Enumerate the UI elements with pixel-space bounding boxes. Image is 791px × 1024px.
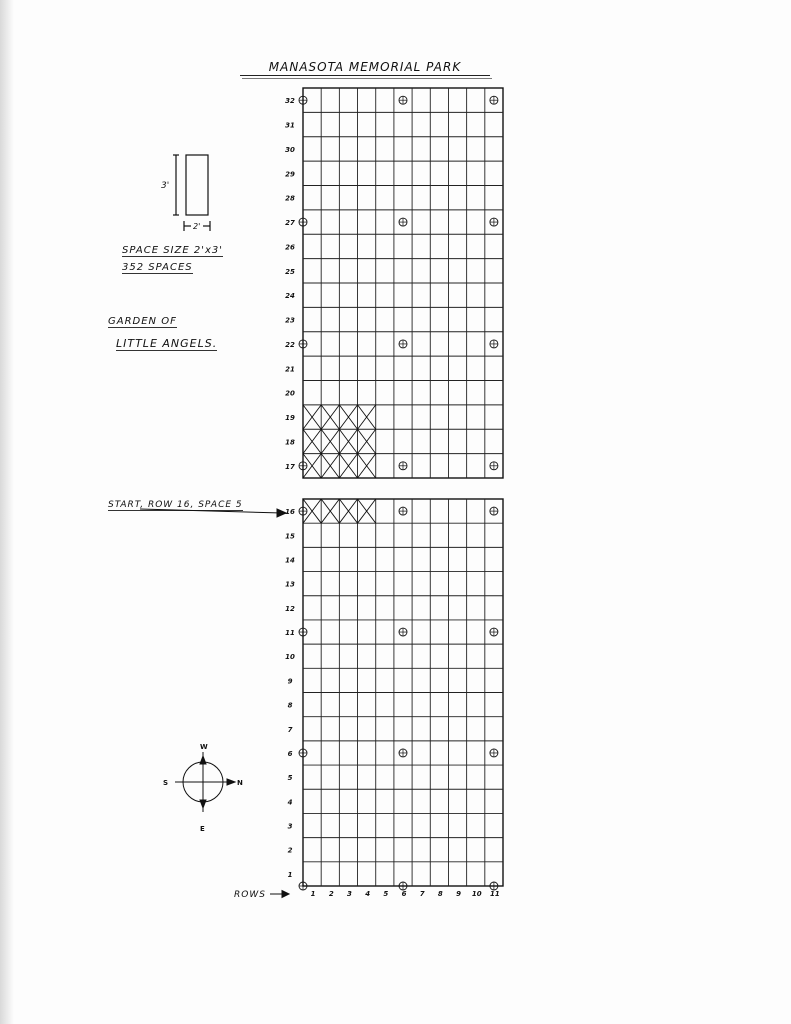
- compass-south-label: S: [163, 779, 169, 787]
- row-label: 9: [287, 677, 293, 686]
- row-label: 7: [287, 725, 293, 734]
- row-label: 27: [285, 219, 295, 228]
- compass-rose-icon: [175, 752, 235, 812]
- row-label: 31: [285, 121, 295, 130]
- height-dimension: 3': [161, 181, 170, 191]
- row-label: 12: [285, 604, 295, 613]
- space-column-label: 8: [437, 890, 443, 898]
- row-label: 3: [287, 822, 293, 831]
- space-size-diagram: [173, 155, 210, 231]
- compass-east-label: E: [200, 825, 205, 833]
- row-label: 16: [285, 508, 295, 517]
- row-label: 2: [287, 846, 293, 855]
- row-label: 5: [287, 774, 293, 783]
- space-column-label: 1: [310, 890, 316, 898]
- compass-west-label: W: [200, 743, 208, 751]
- row-label: 28: [285, 194, 295, 203]
- row-label: 24: [285, 292, 295, 301]
- row-label: 20: [285, 389, 295, 398]
- row-label: 32: [285, 97, 295, 106]
- row-label: 4: [287, 798, 293, 807]
- space-column-label: 7: [419, 890, 425, 898]
- space-rectangle: [186, 155, 208, 215]
- row-label: 6: [287, 749, 293, 758]
- upper-plot-grid: [285, 88, 503, 478]
- space-size-label: SPACE SIZE 2'x3': [122, 245, 223, 256]
- lower-plot-grid: [285, 499, 503, 890]
- space-column-labels: [311, 890, 500, 898]
- section-name-line2: LITTLE ANGELS.: [116, 337, 218, 350]
- space-column-label: 4: [365, 890, 371, 898]
- row-label: 14: [285, 556, 295, 565]
- space-column-label: 11: [490, 890, 500, 898]
- start-arrow-icon: [140, 509, 286, 517]
- space-column-label: 9: [456, 890, 461, 898]
- space-column-label: 5: [383, 890, 389, 898]
- space-column-label: 2: [328, 890, 334, 898]
- row-label: 26: [285, 243, 295, 252]
- row-label: 1: [287, 870, 293, 879]
- row-label: 11: [285, 629, 295, 638]
- rows-label: ROWS: [234, 890, 266, 900]
- space-column-label: 6: [401, 890, 407, 898]
- row-label: 17: [285, 462, 295, 471]
- row-label: 19: [285, 414, 295, 423]
- page-title: MANASOTA MEMORIAL PARK: [240, 60, 490, 76]
- row-label: 13: [285, 580, 295, 589]
- row-label: 29: [285, 170, 295, 179]
- compass-north-label: N: [237, 779, 243, 787]
- row-label: 18: [285, 438, 295, 447]
- space-count-label: 352 SPACES: [122, 262, 193, 273]
- row-label: 15: [285, 532, 295, 541]
- space-column-label: 10: [471, 890, 482, 898]
- start-note: START, ROW 16, SPACE 5: [108, 500, 243, 510]
- row-label: 22: [285, 340, 295, 349]
- row-label: 10: [285, 653, 295, 662]
- row-label: 8: [287, 701, 293, 710]
- section-name-line1: GARDEN OF: [108, 316, 177, 327]
- row-label: 30: [285, 145, 295, 154]
- space-column-label: 3: [347, 890, 352, 898]
- row-label: 23: [285, 316, 295, 325]
- width-dimension: 2': [193, 222, 201, 231]
- row-label: 25: [285, 267, 295, 276]
- row-label: 21: [285, 365, 295, 374]
- rows-arrow-icon: [270, 891, 289, 898]
